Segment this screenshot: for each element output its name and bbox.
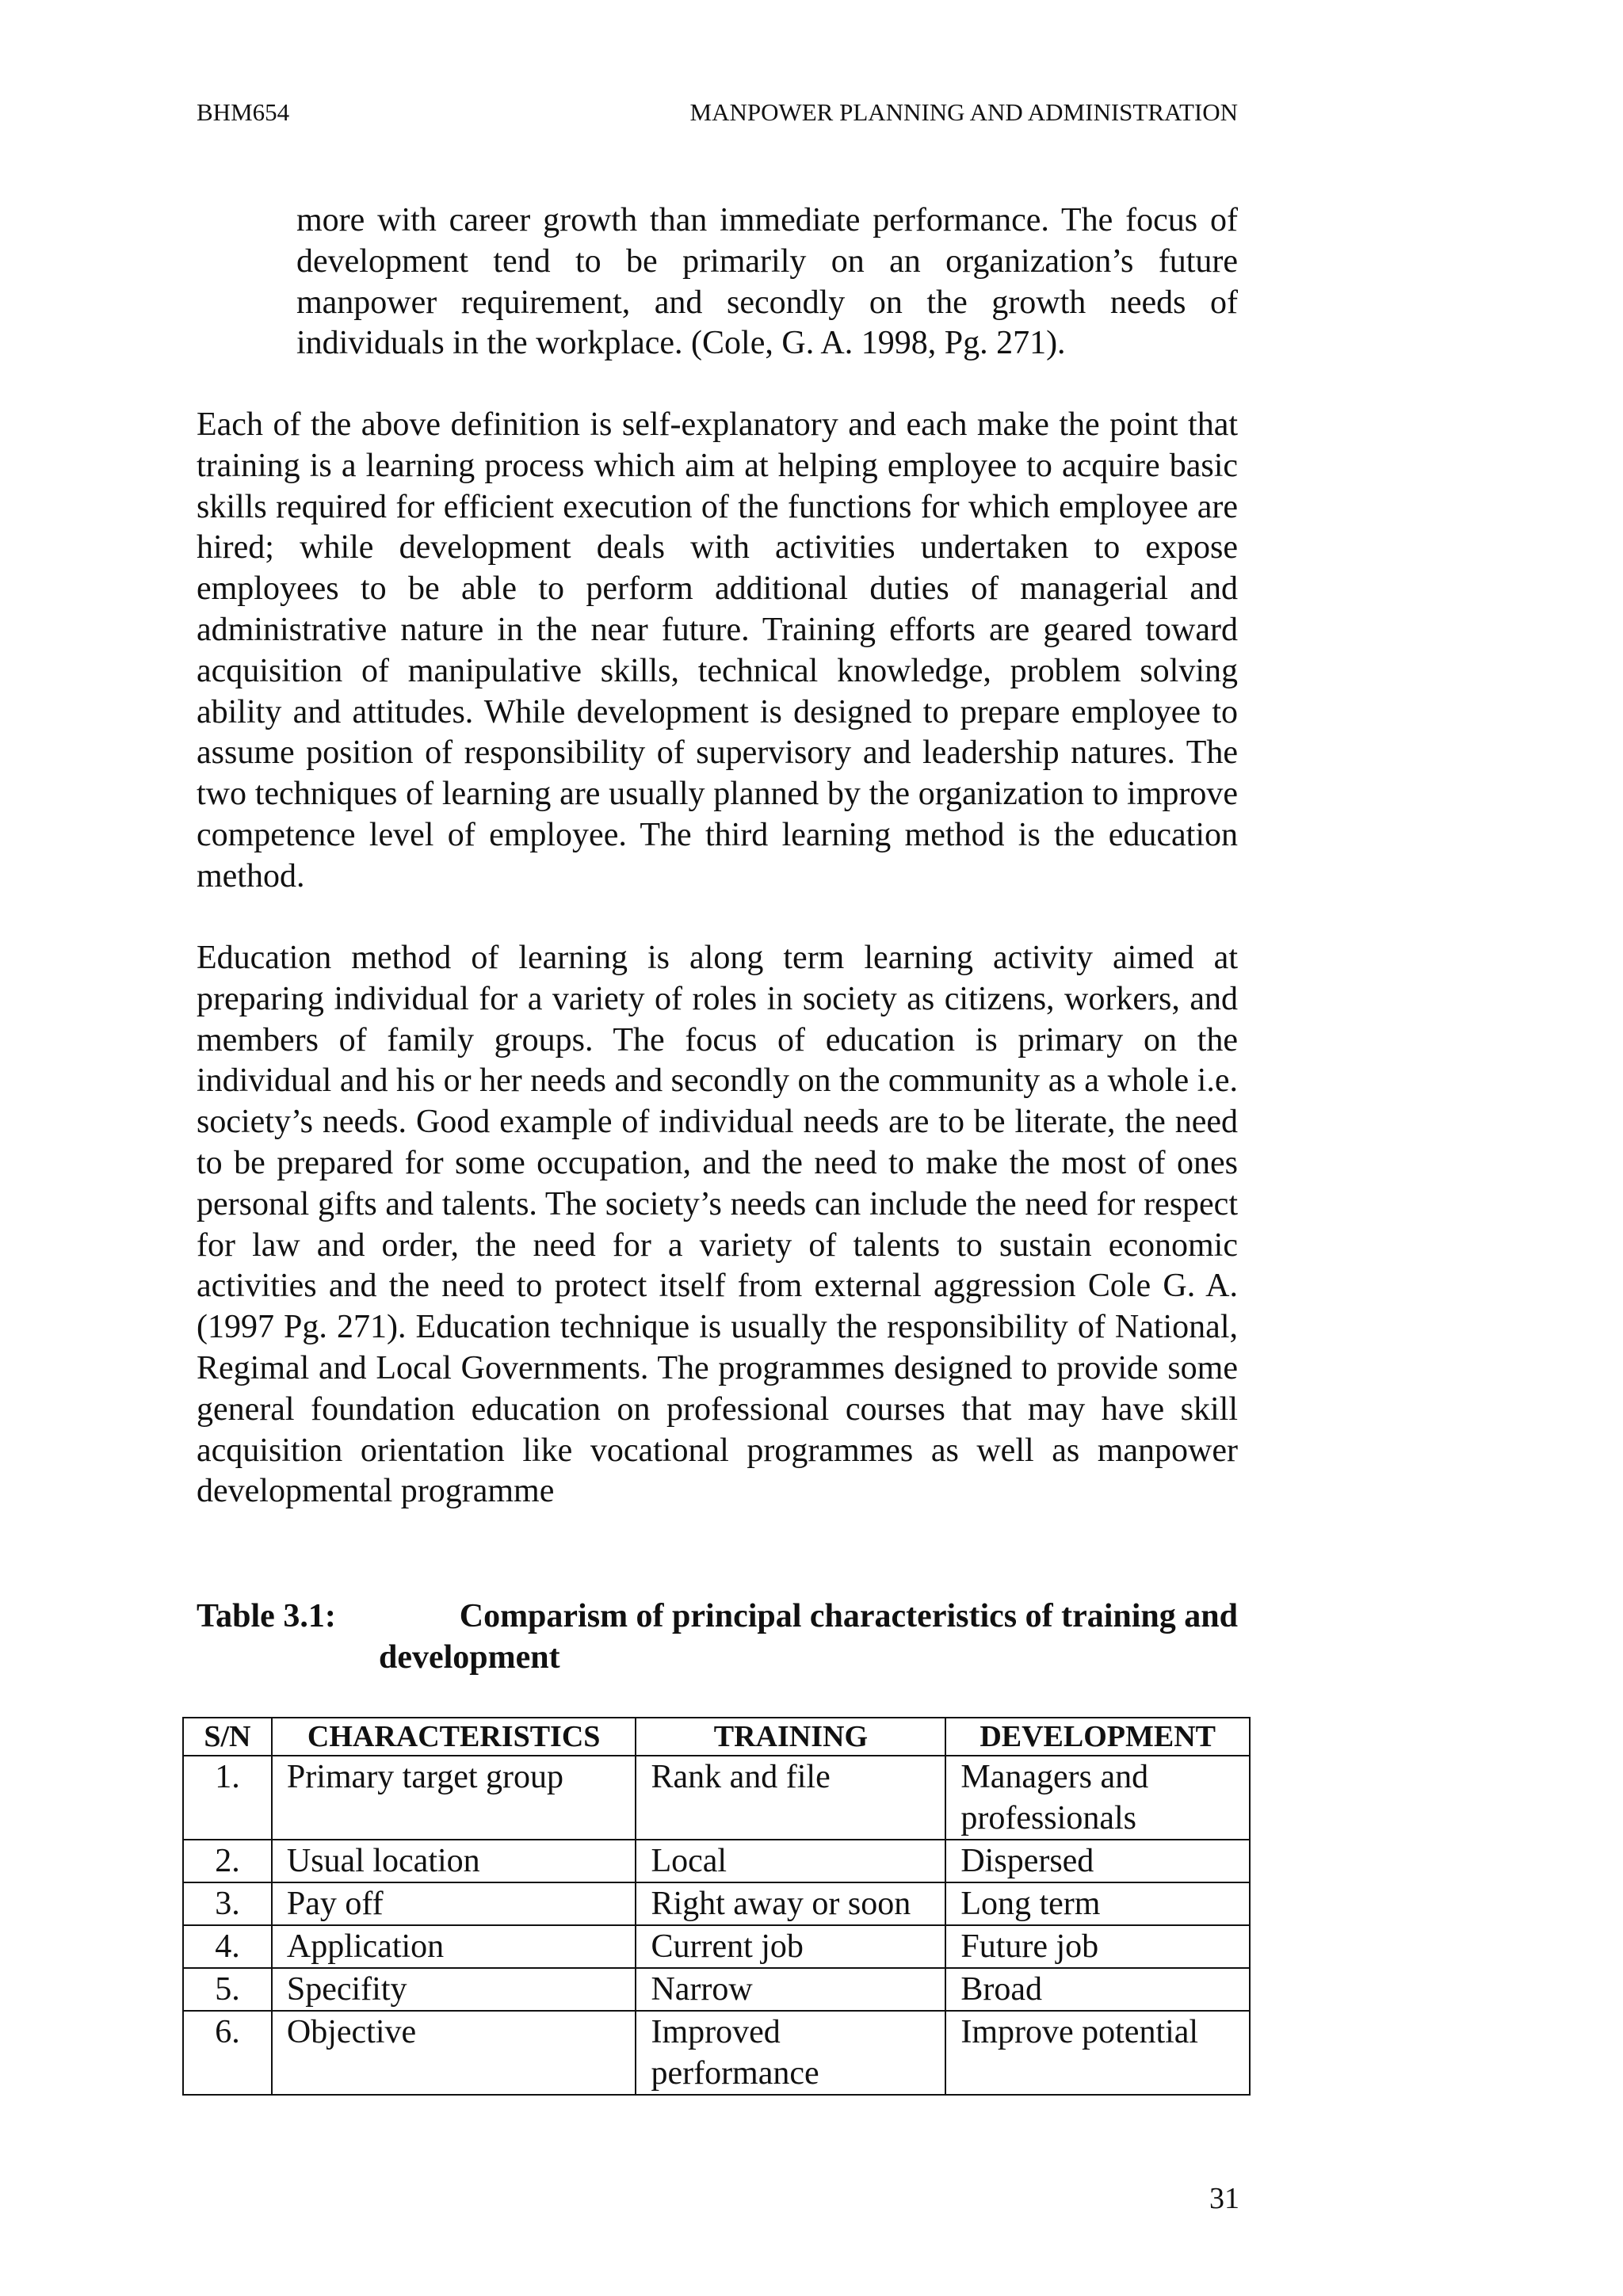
table-row — [183, 1925, 1250, 1968]
header-characteristics: CHARACTERISTICS — [272, 1718, 636, 1756]
table-caption-label: Table 3.1: — [197, 1598, 336, 1634]
table-row — [183, 2011, 1250, 2095]
cell-development: Future job — [945, 1925, 1250, 1968]
cell-characteristic: Primary target group — [272, 1756, 636, 1840]
cell-sn: 5. — [183, 1968, 272, 2011]
cell-development: Managers and professionals — [945, 1756, 1250, 1840]
table-caption — [197, 1596, 1238, 1678]
page-header — [197, 97, 1238, 128]
table-caption-line1: Comparism of principal characteristics of training and — [459, 1598, 1238, 1634]
cell-characteristic: Application — [272, 1925, 636, 1968]
cell-characteristic: Objective — [272, 2011, 636, 2095]
cell-development: Dispersed — [945, 1840, 1250, 1882]
quote-paragraph: more with career growth than immediate performance. The focus of development tend to be primarily on an organization’s future manpower requirement, and secondly on the growth needs of individuals in the workplace. (Cole, G. A. 1998, Pg. 271). — [296, 202, 1238, 362]
course-code: BHM654 — [197, 98, 290, 126]
cell-development: Long term — [945, 1882, 1250, 1925]
cell-development: Improve potential — [945, 2011, 1250, 2095]
table-header-row — [183, 1718, 1250, 1756]
cell-characteristic: Pay off — [272, 1882, 636, 1925]
cell-training: Current job — [636, 1925, 945, 1968]
cell-sn: 1. — [183, 1756, 272, 1840]
body-paragraph-education: Education method of learning is along term learning activity aimed at preparing individual for a variety of roles in society as citizens, workers, and members of family groups. The focus of education is primary on the individual and his or her needs and secondly on the community as a whole i.e. society’s needs. Good example of individual needs are to be literate, the need to be prepared for some occupation, and the need to make the most of ones personal gifts and talents. The society’s needs can include the need for respect for law and order, the need for a variety of talents to sustain economic activities and the need to protect itself from external aggression Cole G. A. (1997 Pg. 271). Education technique is usually the responsibility of National, Regimal and Local Governments. The programmes designed to provide some general foundation education on professional courses that may have skill acquisition orientation like vocational programmes as well as manpower developmental programme — [197, 940, 1238, 1510]
header-development: DEVELOPMENT — [945, 1718, 1250, 1756]
table-row — [183, 1882, 1250, 1925]
comparison-table — [182, 1717, 1251, 2096]
cell-training: Rank and file — [636, 1756, 945, 1840]
header-sn: S/N — [183, 1718, 272, 1756]
cell-sn: 6. — [183, 2011, 272, 2095]
body-paragraph-training-development: Each of the above definition is self-explanatory and each make the point that training is a learning process which aim at helping employee to acquire basic skills required for efficient execution of the functions for which employee are hired; while development deals with activities undertaken to expose employees to be able to perform additional duties of managerial and administrative nature in the near future. Training efforts are geared toward acquisition of manipulative skills, technical knowledge, problem solving ability and attitudes. While development is designed to prepare employee to assume position of responsibility of supervisory and leadership natures. The two techniques of learning are usually planned by the organization to improve competence level of employee. The third learning method is the education method. — [197, 406, 1238, 894]
table-row — [183, 1968, 1250, 2011]
cell-sn: 4. — [183, 1925, 272, 1968]
cell-training: Local — [636, 1840, 945, 1882]
cell-training: Narrow — [636, 1968, 945, 2011]
cell-sn: 2. — [183, 1840, 272, 1882]
cell-development: Broad — [945, 1968, 1250, 2011]
cell-characteristic: Usual location — [272, 1840, 636, 1882]
table-row — [183, 1840, 1250, 1882]
cell-sn: 3. — [183, 1882, 272, 1925]
page-number: 31 — [1209, 2182, 1239, 2215]
cell-training: Improved performance — [636, 2011, 945, 2095]
course-title: MANPOWER PLANNING AND ADMINISTRATION — [689, 98, 1238, 126]
cell-characteristic: Specifity — [272, 1968, 636, 2011]
cell-training: Right away or soon — [636, 1882, 945, 1925]
header-training: TRAINING — [636, 1718, 945, 1756]
table-row — [183, 1756, 1250, 1840]
table-caption-line2: development — [379, 1639, 560, 1676]
